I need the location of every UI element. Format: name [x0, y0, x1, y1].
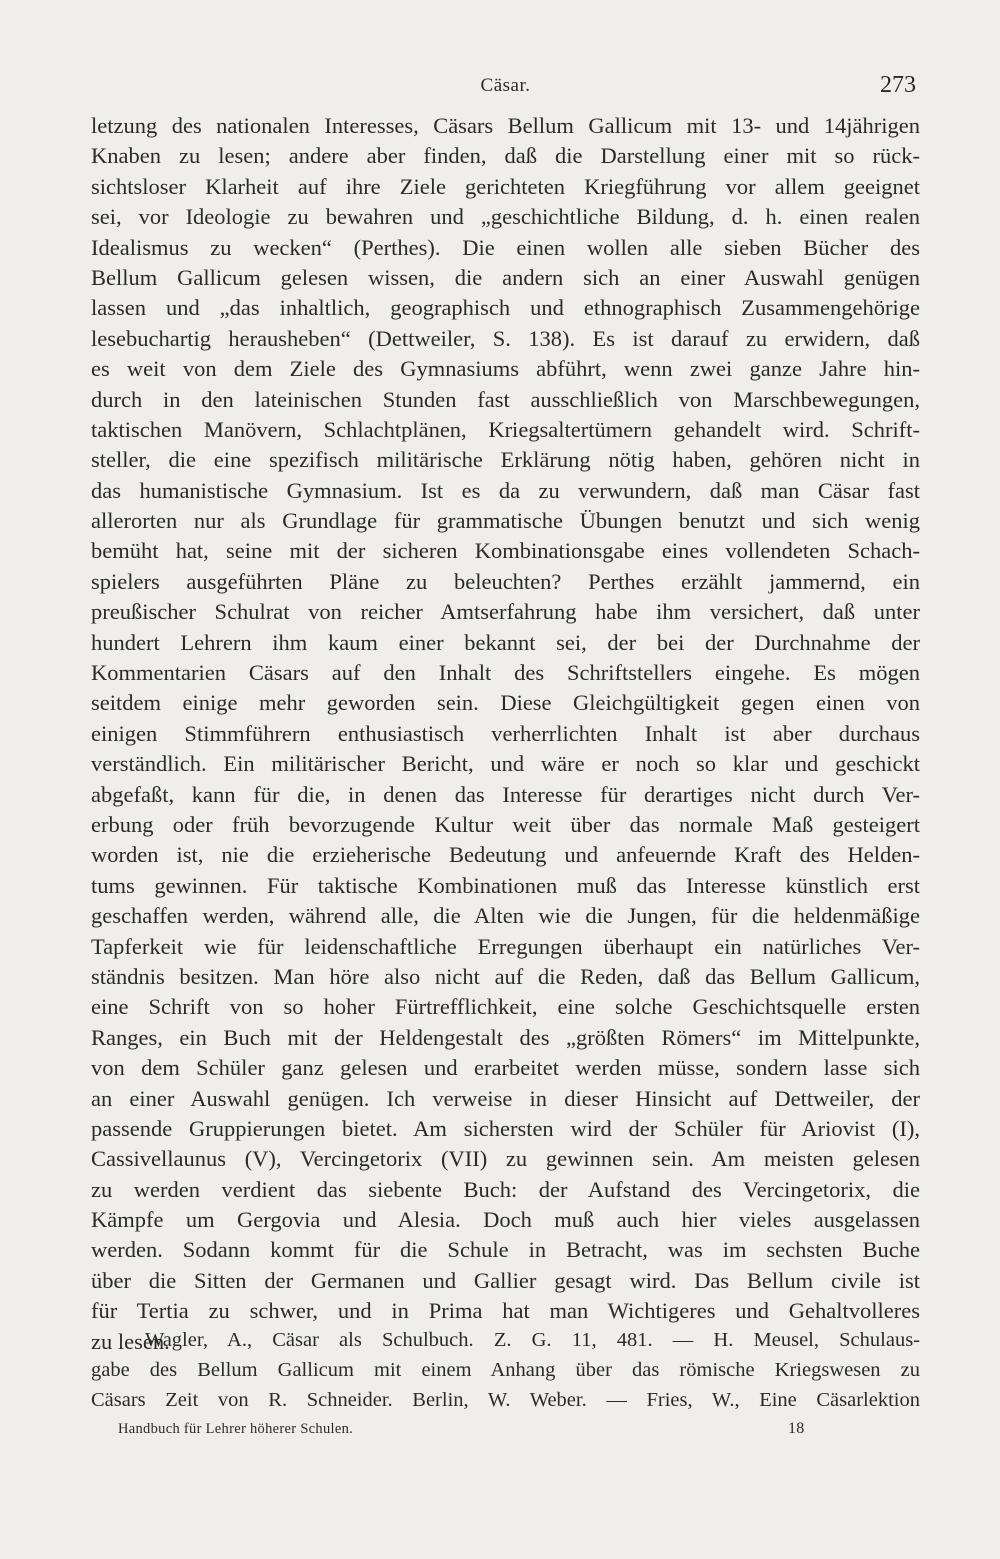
text-line: einigen Stimmführern enthusiastisch verherrlichten Inhalt ist aber durchaus [91, 720, 920, 746]
text-line: durch in den lateinischen Stunden fast ausschließlich von Marschbewegungen, [91, 386, 920, 412]
text-line: preußischer Schulrat von reicher Amtserfahrung habe ihm versichert, daß unter [91, 599, 920, 625]
text-line: seitdem einige mehr geworden sein. Diese Gleichgültigkeit gegen einen von [91, 690, 920, 716]
main-text [91, 111, 920, 1357]
text-line: letzung des nationalen Interesses, Cäsars Bellum Gallicum mit 13- und 14jährigen [91, 113, 920, 138]
text-line: sichtsloser Klarheit auf ihre Ziele gerichteten Kriegführung vor allem geeignet [91, 173, 920, 199]
book-title: Handbuch für Lehrer höherer Schulen. [118, 1421, 354, 1437]
running-head: Cäsar. [480, 75, 531, 96]
bibliography-note [91, 1325, 920, 1415]
text-line: Bellum Gallicum gelesen wissen, die andern sich an einer Auswahl genügen [91, 264, 920, 290]
bibliography-line: Wagler, A., Cäsar als Schulbuch. Z. G. 11, 481. — H. Meusel, Schulaus- [145, 1329, 920, 1351]
page-footer [118, 1421, 818, 1445]
text-line: von dem Schüler ganz gelesen und erarbeitet werden müsse, sondern lasse sich [91, 1055, 920, 1081]
text-line: hundert Lehrern ihm kaum einer bekannt sei, der bei der Durchnahme der [91, 629, 920, 655]
text-line: Cassivellaunus (V), Vercingetorix (VII) zu gewinnen sein. Am meisten gelesen [91, 1146, 920, 1172]
text-line: Knaben zu lesen; andere aber finden, daß die Darstellung einer mit so rück- [91, 143, 920, 169]
text-line: Kommentarien Cäsars auf den Inhalt des Schriftstellers eingehe. Es mögen [91, 660, 920, 686]
text-line: an einer Auswahl genügen. Ich verweise in dieser Hinsicht auf Dettweiler, der [91, 1085, 920, 1111]
text-line: es weit von dem Ziele des Gymnasiums abführt, wenn zwei ganze Jahre hin- [91, 356, 920, 382]
text-line: lesebuchartig herausheben“ (Dettweiler, S. 138). Es ist darauf zu erwidern, daß [91, 325, 920, 351]
text-line: verständlich. Ein militärischer Bericht, und wäre er noch so klar und geschickt [91, 751, 920, 777]
text-line: für Tertia zu schwer, und in Prima hat man Wichtigeres und Gehaltvolleres [91, 1298, 920, 1324]
text-line: sei, vor Ideologie zu bewahren und „geschichtliche Bildung, d. h. einen realen [91, 204, 920, 230]
text-line: taktischen Manövern, Schlachtplänen, Kriegsaltertümern gehandelt wird. Schrift- [91, 416, 920, 442]
text-line: passende Gruppierungen bietet. Am sichersten wird der Schüler für Ariovist (I), [91, 1115, 920, 1141]
signature-mark: 18 [788, 1420, 805, 1437]
text-line: Idealismus zu wecken“ (Perthes). Die einen wollen alle sieben Bücher des [91, 234, 920, 260]
text-line: steller, die eine spezifisch militärische Erklärung nötig haben, gehören nicht in [91, 447, 920, 473]
text-line: erbung oder früh bevorzugende Kultur weit über das normale Maß gesteigert [91, 811, 920, 837]
text-line: allerorten nur als Grundlage für grammatische Übungen benutzt und sich wenig [91, 508, 920, 534]
text-line: ständnis besitzen. Man höre also nicht auf die Reden, daß das Bellum Gallicum, [91, 963, 920, 989]
text-line: das humanistische Gymnasium. Ist es da zu verwundern, daß man Cäsar fast [91, 477, 920, 503]
text-line: Kämpfe um Gergovia und Alesia. Doch muß auch hier vieles ausgelassen [91, 1207, 920, 1233]
text-line: tums gewinnen. Für taktische Kombinationen muß das Interesse künstlich erst [91, 872, 920, 898]
text-line: spielers ausgeführten Pläne zu beleuchten? Perthes erzählt jammernd, ein [91, 568, 920, 594]
bibliography-line: Cäsars Zeit von R. Schneider. Berlin, W. Weber. — Fries, W., Eine Cäsarlektion [91, 1389, 920, 1411]
bibliography-line: gabe des Bellum Gallicum mit einem Anhang über das römische Kriegswesen zu [91, 1359, 920, 1381]
text-line: Ranges, ein Buch mit der Heldengestalt des „größten Römers“ im Mittelpunkte, [91, 1024, 920, 1050]
page-header [91, 72, 920, 102]
text-line: eine Schrift von so hoher Fürtrefflichkeit, eine solche Geschichtsquelle ersten [91, 994, 920, 1020]
text-line: über die Sitten der Germanen und Gallier gesagt wird. Das Bellum civile ist [91, 1267, 920, 1293]
page-number: 273 [880, 72, 916, 98]
text-line: worden ist, nie die erzieherische Bedeutung und anfeuernde Kraft des Helden- [91, 842, 920, 868]
text-line: zu lesen. [91, 1328, 170, 1354]
text-line: zu werden verdient das siebente Buch: der Aufstand des Vercingetorix, die [91, 1176, 920, 1202]
text-line: bemüht hat, seine mit der sicheren Kombinationsgabe eines vollendeten Schach- [91, 538, 920, 564]
text-line: abgefaßt, kann für die, in denen das Interesse für derartiges nicht durch Ver- [91, 781, 920, 807]
text-line: werden. Sodann kommt für die Schule in Betracht, was im sechsten Buche [91, 1237, 920, 1263]
text-line: Tapferkeit wie für leidenschaftliche Erregungen überhaupt ein natürliches Ver- [91, 933, 920, 959]
text-line: lassen und „das inhaltlich, geographisch und ethnographisch Zusammengehörige [91, 295, 920, 321]
text-line: geschaffen werden, während alle, die Alten wie die Jungen, für die heldenmäßige [91, 903, 920, 929]
